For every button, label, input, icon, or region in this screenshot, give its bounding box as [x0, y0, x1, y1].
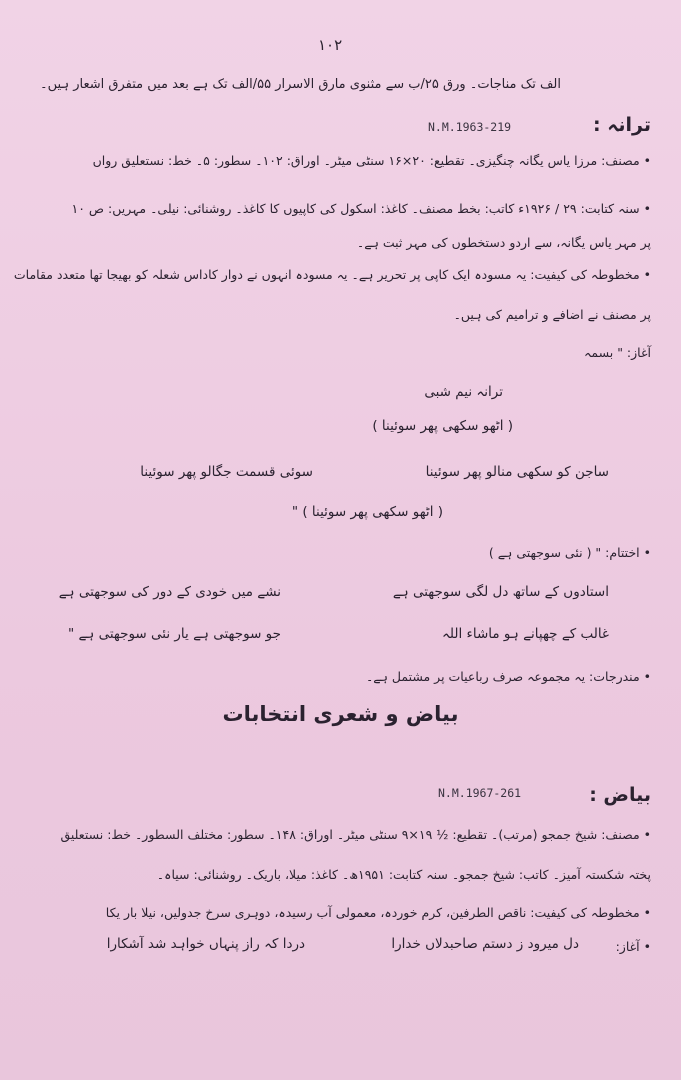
verse-right: ساجن کو سکھی منالو پھر سوئینا — [425, 464, 609, 480]
section-title: بیاض و شعری انتخابات — [222, 702, 459, 726]
entry-heading: ترانہ : — [593, 114, 651, 136]
author-line: • مصنف: مرزا یاس یگانہ چنگیزی۔ تقطیع: ۲۰×۱۶ سنٹی میٹر۔ اوراق: ۱۰۲۔ سطور: ۵۔ خط: نستعلیق رواں — [92, 153, 651, 168]
seal-line: پر مہر یاس یگانہ، سے اردو دستخطوں کی مہر ثبت ہے۔ — [356, 235, 651, 250]
top-note: الف تک مناجات۔ ورق ۲۵/ب سے مثنوی مارق الاسرار ۵۵/الف تک ہے بعد میں متفرق اشعار ہیں۔ — [40, 77, 561, 92]
verse-refrain: ( اٹھو سکھی پھر سوئینا ) " — [291, 504, 443, 520]
catalog-number-2: N.M.1967-261 — [438, 786, 522, 800]
verse-subtitle: ( اٹھو سکھی پھر سوئینا ) — [372, 418, 513, 434]
verse-left: سوئی قسمت جگالو پھر سوئینا — [140, 464, 313, 480]
author-line-2: • مصنف: شیخ جمجو (مرتب)۔ تقطیع: ½ ۱۹×۹ سنٹی میٹر۔ اوراق: ۱۴۸۔ سطور: مختلف السطور۔ خط: نستعلیق — [60, 827, 651, 842]
aaghaz-label: آغاز: " بسمہ — [584, 345, 651, 360]
couplet2-right: غالب کے چھپانے ہو ماشاء اللہ — [441, 626, 609, 642]
entry-heading-2: بیاض : — [589, 784, 651, 806]
contents-line: • مندرجات: یہ مجموعہ صرف رباعیات پر مشتمل ہے۔ — [365, 669, 651, 684]
condition-line: • مخطوطہ کی کیفیت: یہ مسودہ ایک کاپی پر تحریر ہے۔ یہ مسودہ انہوں نے دوار کاداس شعلہ کو بھیجا تھا متعدد مقامات — [13, 267, 651, 282]
scribe-line: • سنہ کتابت: ۲۹ / ۱۹۲۶ء کاتب: بخط مصنف۔ کاغذ: اسکول کی کاپیوں کا کاغذ۔ روشنائی: نیلی۔ مہریں: ص ۱۰ — [71, 201, 651, 216]
couplet2-left: جو سوجھتی ہے یار نئی سوجھتی ہے " — [67, 626, 281, 642]
couplet1-left: نشے میں خودی کے دور کی سوجھتی ہے — [58, 584, 281, 600]
ikhtitam-label: • اختتام: " ( نئی سوجھتی ہے ) — [488, 545, 651, 560]
condition-line-2: • مخطوطہ کی کیفیت: ناقص الطرفین، کرم خوردہ، معمولی آب رسیدہ، دوہری سرخ جدولیں، نیلا بار یکا — [105, 905, 651, 920]
couplet1-right: استادوں کے ساتھ دل لگی سوجھتی ہے — [392, 584, 609, 600]
verse-title: ترانہ نیم شبی — [424, 384, 503, 400]
aaghaz-verse-right: دل میرود ز دستم صاحبدلاں خدارا — [391, 936, 579, 952]
condition-line-cont: پر مصنف نے اضافے و ترامیم کی ہیں۔ — [453, 307, 651, 322]
catalog-number: N.M.1963-219 — [428, 120, 512, 134]
scribe-line-2: پختہ شکستہ آمیز۔ کاتب: شیخ جمجو۔ سنہ کتابت: ۱۹۵۱ھ۔ کاغذ: میلا، باریک۔ روشنائی: سیاہ۔ — [156, 867, 651, 882]
page-number: ١٠٢ — [318, 36, 343, 54]
aaghaz-verse-left: دردا کہ راز پنہاں خواہد شد آشکارا — [106, 936, 305, 952]
aaghaz-label-2: • آغاز: — [615, 939, 651, 954]
